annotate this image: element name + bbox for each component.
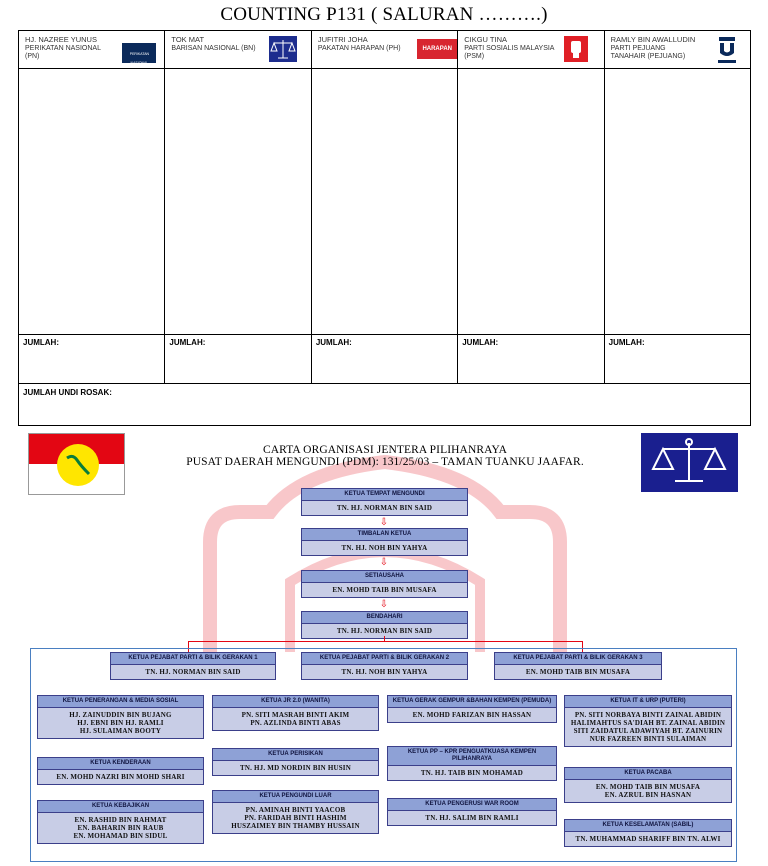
org-box-pejabat-2: [301, 652, 468, 680]
sheet-title: COUNTING P131 ( SALURAN ……….): [220, 4, 548, 25]
org-box-names: [565, 780, 731, 802]
org-box-name: EN. MOHD TAIB BIN MUSAFA: [332, 586, 437, 594]
org-box-gerak-gempur: [387, 695, 557, 723]
candidate-name: RAMLY BIN AWALLUDIN: [610, 35, 696, 44]
vote-tally-table: [18, 30, 751, 426]
org-box-setiausaha: [301, 570, 468, 598]
vote-tally-area[interactable]: [458, 69, 603, 335]
vote-tally-area[interactable]: [312, 69, 457, 335]
org-box-role: KETUA PP – KPR PENGUATKUASA KEMPEN PILIHANRAYA: [388, 747, 556, 766]
org-box-bendahari: [301, 611, 468, 639]
org-box-kebajikan: [37, 800, 204, 844]
org-box-role: KETUA PERISIKAN: [213, 749, 378, 761]
org-box-name: TN. HJ. NORMAN BIN SAID: [145, 668, 241, 676]
candidate-header: [19, 31, 164, 69]
person-name: PN. AMINAH BINTI YAACOB: [245, 806, 346, 814]
org-box-role: KETUA TEMPAT MENGUNDI: [302, 489, 467, 501]
total-label: JUMLAH:: [23, 338, 59, 347]
person-name: HJ. SULAIMAN BOOTY: [79, 727, 162, 735]
candidate-column: [312, 31, 458, 383]
org-box-name: TN. HJ. NOH BIN YAHYA: [341, 544, 428, 552]
candidate-column: [605, 31, 750, 383]
org-box-name: TN. HJ. NOH BIN YAHYA: [341, 668, 428, 676]
person-name: EN. BAHARIN BIN RAUB: [77, 824, 164, 832]
org-box-names: [38, 708, 203, 738]
barisan-nasional-scales-logo: [269, 36, 297, 62]
org-box-role: KETUA IT & URP (PUTERI): [565, 696, 731, 708]
org-box-role: KETUA GERAK GEMPUR &BAHAN KEMPEN (PEMUDA): [388, 696, 556, 708]
org-box-pacaba: [564, 767, 732, 803]
candidate-party: PAKATAN HARAPAN (PH): [317, 44, 401, 52]
person-name: HALIMAHTUS SA'DIAH BT. ZAINAL ABIDIN: [570, 719, 726, 727]
person-name: EN. RASHID BIN RAHMAT: [74, 816, 167, 824]
org-box-it-urp-puteri: [564, 695, 732, 747]
pejuang-logo: [716, 35, 738, 65]
org-box-name: EN. MOHD TAIB BIN MUSAFA: [525, 668, 631, 676]
person-name: PN. FARIDAH BINTI HASHIM: [244, 814, 347, 822]
person-name: HJ. EBNI BIN HJ. RAMLI: [77, 719, 164, 727]
vote-tally-area[interactable]: [605, 69, 750, 335]
total-label: JUMLAH:: [462, 338, 499, 347]
person-name: PN. SITI MASRAH BINTI AKIM: [241, 711, 350, 719]
org-title-line-2: PUSAT DAERAH MENGUNDI (PDM): 131/25/03 – TAMAN TUANKU JAAFAR.: [186, 456, 584, 468]
org-box-role: SETIAUSAHA: [302, 571, 467, 583]
candidate-name: JUFITRI JOHA: [317, 35, 368, 44]
candidate-column: [19, 31, 165, 383]
person-name: PN. SITI NORBAYA BINTI ZAINAL ABIDIN: [574, 711, 722, 719]
vote-tally-area[interactable]: [165, 69, 310, 335]
candidate-party: PARTI PEJUANG: [610, 44, 666, 52]
org-box-role: KETUA KESELAMATAN (SABIL): [565, 820, 731, 832]
org-box-role: KETUA PEJABAT PARTI & BILIK GERAKAN 1: [111, 653, 275, 665]
candidate-header: [312, 31, 457, 69]
org-box-name: TN. HJ. NORMAN BIN SAID: [336, 627, 433, 635]
candidate-name: CIKGU TINA: [464, 35, 508, 44]
org-chart: [0, 430, 768, 866]
org-box-pejabat-1: [110, 652, 276, 680]
candidate-name: HJ. NAZREE YUNUS: [25, 35, 97, 44]
org-box-perisikan: [212, 748, 379, 776]
candidate-header: [605, 31, 750, 69]
down-arrow-icon: ⇩: [379, 557, 389, 568]
person-name: HJ. ZAINUDDIN BIN BUJANG: [69, 711, 172, 719]
candidate-column: [165, 31, 311, 383]
org-box-names: [213, 708, 378, 730]
candidate-party: PERIKATAN NASIONAL: [25, 44, 101, 52]
candidate-name: TOK MAT: [171, 35, 205, 44]
pakatan-harapan-logo: HARAPAN: [417, 39, 457, 59]
org-box-names: [38, 813, 203, 843]
candidate-header: [165, 31, 310, 69]
org-box-name: TN. HJ. MD NORDIN BIN HUSIN: [240, 764, 351, 772]
org-box-keselamatan: [564, 819, 732, 847]
person-name: EN. AZRUL BIN HASNAN: [604, 791, 692, 799]
total-label: JUMLAH:: [169, 338, 206, 347]
org-box-role: KETUA PENGUNDI LUAR: [213, 791, 378, 803]
connector-line: [384, 636, 385, 642]
person-name: EN. MOHAMAD BIN SIDUL: [73, 832, 168, 840]
person-name: PN. AZLINDA BINTI ABAS: [250, 719, 341, 727]
org-box-war-room: [387, 798, 557, 826]
org-box-role: KETUA KENDERAAN: [38, 758, 203, 770]
candidate-party: PARTI SOSIALIS MALAYSIA: [464, 44, 555, 52]
vote-tally-area[interactable]: [19, 69, 164, 335]
total-label: JUMLAH:: [315, 338, 352, 347]
psm-fist-logo: [564, 36, 588, 62]
org-box-role: BENDAHARI: [302, 612, 467, 624]
down-arrow-icon: ⇩: [379, 599, 389, 610]
org-box-timbalan-ketua: [301, 528, 468, 556]
spoilt-votes-row[interactable]: JUMLAH UNDI ROSAK:: [19, 383, 750, 427]
org-box-pejabat-3: [494, 652, 662, 680]
org-box-kenderaan: [37, 757, 204, 785]
org-box-name: EN. MOHD FARIZAN BIN HASSAN: [412, 711, 532, 719]
total-label: JUMLAH:: [608, 338, 645, 347]
down-arrow-icon: ⇩: [379, 517, 389, 528]
org-box-role: KETUA PEJABAT PARTI & BILIK GERAKAN 2: [302, 653, 467, 665]
org-box-role: KETUA PEJABAT PARTI & BILIK GERAKAN 3: [495, 653, 661, 665]
org-box-role: KETUA KEBAJIKAN: [38, 801, 203, 813]
org-box-role: KETUA PACABA: [565, 768, 731, 780]
org-box-jr-wanita: [212, 695, 379, 731]
org-box-role: TIMBALAN KETUA: [302, 529, 467, 541]
person-name: EN. MOHD TAIB BIN MUSAFA: [595, 783, 701, 791]
umno-flag-logo: [28, 433, 125, 495]
org-box-name: TN. HJ. TAIB BIN MOHAMAD: [420, 769, 524, 777]
candidate-party-abbr: TANAHAIR (PEJUANG): [610, 53, 686, 60]
org-box-name: EN. MOHD NAZRI BIN MOHD SHARI: [56, 773, 185, 781]
org-box-pengundi-luar: [212, 790, 379, 834]
person-name: NUR FAZREEN BINTI SULAIMAN: [589, 735, 707, 743]
candidate-header: [458, 31, 603, 69]
person-name: SITI ZAIDATUL ADAWIYAH BT. ZAINURIN: [573, 727, 723, 735]
org-box-role: KETUA PENERANGAN & MEDIA SOSIAL: [38, 696, 203, 708]
org-box-name: TN. HJ. NORMAN BIN SAID: [336, 504, 433, 512]
candidate-column: [458, 31, 604, 383]
org-box-ketua-tempat-mengundi: [301, 488, 468, 516]
org-box-names: [565, 708, 731, 746]
org-title-line-1: CARTA ORGANISASI JENTERA PILIHANRAYA: [262, 444, 508, 456]
org-box-role: KETUA JR 2.0 (WANITA): [213, 696, 378, 708]
candidate-party: BARISAN NASIONAL (BN): [171, 44, 256, 52]
org-box-name: TN. HJ. SALIM BIN RAMLI: [425, 814, 519, 822]
candidate-party-abbr: (PN): [25, 53, 40, 60]
org-chart-title: [150, 444, 620, 468]
org-box-penerangan-media: [37, 695, 204, 739]
barisan-nasional-flag-logo: [641, 433, 738, 492]
org-box-name: TN. MUHAMMAD SHARIFF BIN TN. ALWI: [575, 835, 721, 843]
perikatan-nasional-logo: PERIKATAN NASIONAL: [122, 43, 156, 63]
org-box-role: KETUA PENGERUSI WAR ROOM: [388, 799, 556, 811]
candidate-party-abbr: (PSM): [464, 53, 485, 60]
org-box-pp-kpr: [387, 746, 557, 781]
person-name: HUSZAIMEY BIN THAMBY HUSSAIN: [231, 822, 360, 830]
org-box-names: [213, 803, 378, 833]
